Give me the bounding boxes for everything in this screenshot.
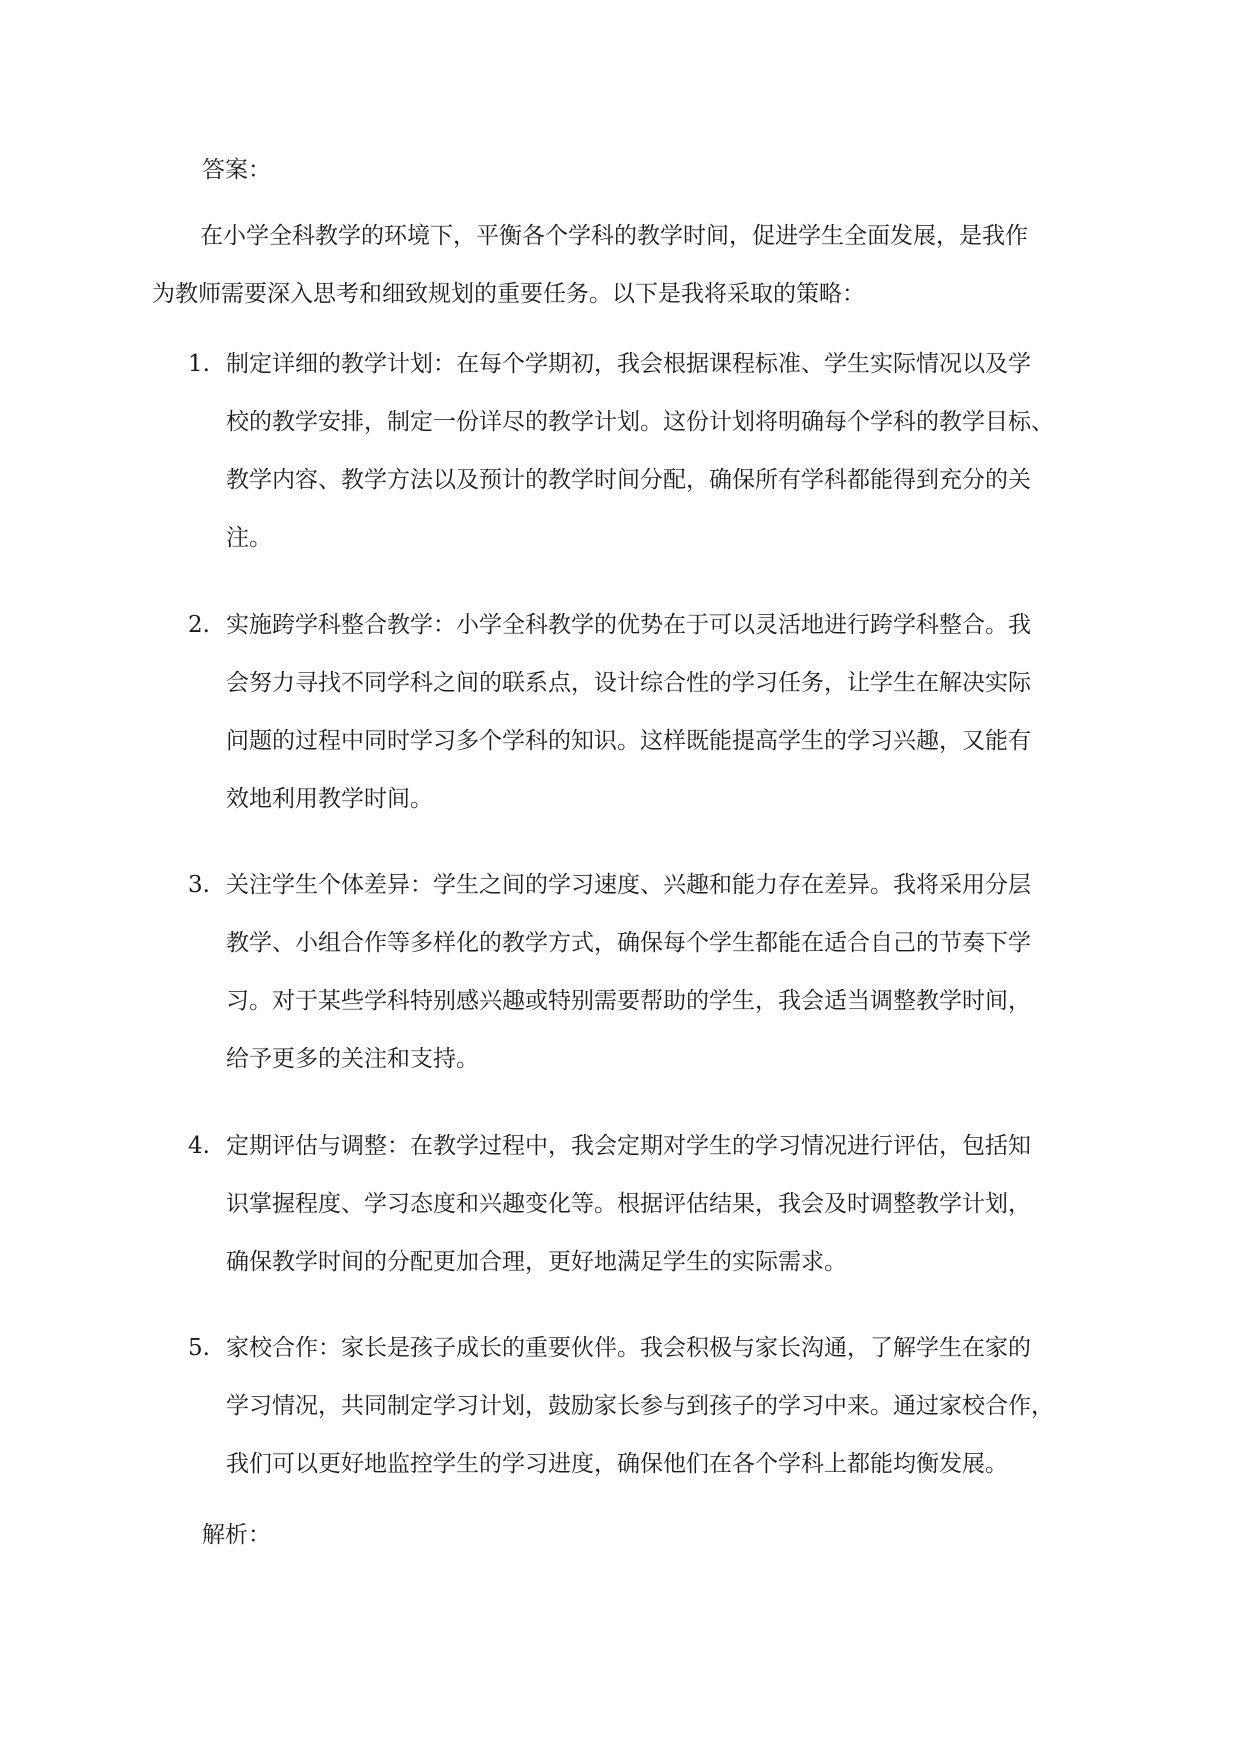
list-item-line: 会努力寻找不同学科之间的联系点，设计综合性的学习任务，让学生在解决实际	[226, 670, 1031, 696]
list-item-number: 3.	[188, 872, 210, 898]
list-item-line: 识掌握程度、学习态度和兴趣变化等。根据评估结果，我会及时调整教学计划，	[226, 1191, 1031, 1217]
list-item-body	[226, 596, 1031, 828]
list-item-body	[226, 1319, 1054, 1493]
list-item-line: 我们可以更好地监控学生的学习进度，确保他们在各个学科上都能均衡发展。	[226, 1451, 1008, 1477]
list-item-line: 给予更多的关注和支持。	[226, 1046, 479, 1072]
list-item-line: 注。	[226, 525, 272, 551]
list-item-line: 制定详细的教学计划：在每个学期初，我会根据课程标准、学生实际情况以及学	[226, 351, 1031, 377]
list-item-line: 教学内容、教学方法以及预计的教学时间分配，确保所有学科都能得到充分的关	[226, 467, 1031, 493]
list-item-number: 1.	[188, 351, 210, 377]
analysis-label: 解析：	[202, 1522, 271, 1548]
list-item-number: 2.	[188, 612, 210, 638]
intro-line: 为教师需要深入思考和细致规划的重要任务。以下是我将采取的策略：	[152, 281, 865, 307]
list-item-line: 习。对于某些学科特别感兴趣或特别需要帮助的学生，我会适当调整教学时间，	[226, 988, 1031, 1014]
list-item-line: 教学、小组合作等多样化的教学方式，确保每个学生都能在适合自己的节奏下学	[226, 930, 1031, 956]
list-item-number: 5.	[188, 1335, 210, 1361]
list-item-line: 实施跨学科整合教学：小学全科教学的优势在于可以灵活地进行跨学科整合。我	[226, 612, 1031, 638]
answer-label: 答案：	[202, 157, 271, 183]
list-item-line: 效地利用教学时间。	[226, 786, 433, 812]
list-item-line: 确保教学时间的分配更加合理，更好地满足学生的实际需求。	[226, 1249, 847, 1275]
list-item-line: 学习情况，共同制定学习计划，鼓励家长参与到孩子的学习中来。通过家校合作，	[226, 1393, 1054, 1419]
list-item-body	[226, 1117, 1031, 1291]
list-item-line: 校的教学安排，制定一份详尽的教学计划。这份计划将明确每个学科的教学目标、	[226, 409, 1054, 435]
list-item-line: 家校合作：家长是孩子成长的重要伙伴。我会积极与家长沟通，了解学生在家的	[226, 1335, 1031, 1361]
list-item-number: 4.	[188, 1133, 210, 1159]
intro-line: 在小学全科教学的环境下，平衡各个学科的教学时间，促进学生全面发展，是我作	[200, 223, 1028, 249]
list-item-line: 定期评估与调整：在教学过程中，我会定期对学生的学习情况进行评估，包括知	[226, 1133, 1031, 1159]
list-item-line: 问题的过程中同时学习多个学科的知识。这样既能提高学生的学习兴趣，又能有	[226, 728, 1031, 754]
list-item-body	[226, 335, 1054, 567]
list-item-line: 关注学生个体差异：学生之间的学习速度、兴趣和能力存在差异。我将采用分层	[226, 872, 1031, 898]
intro-paragraph	[152, 207, 1092, 323]
list-item-body	[226, 856, 1031, 1088]
